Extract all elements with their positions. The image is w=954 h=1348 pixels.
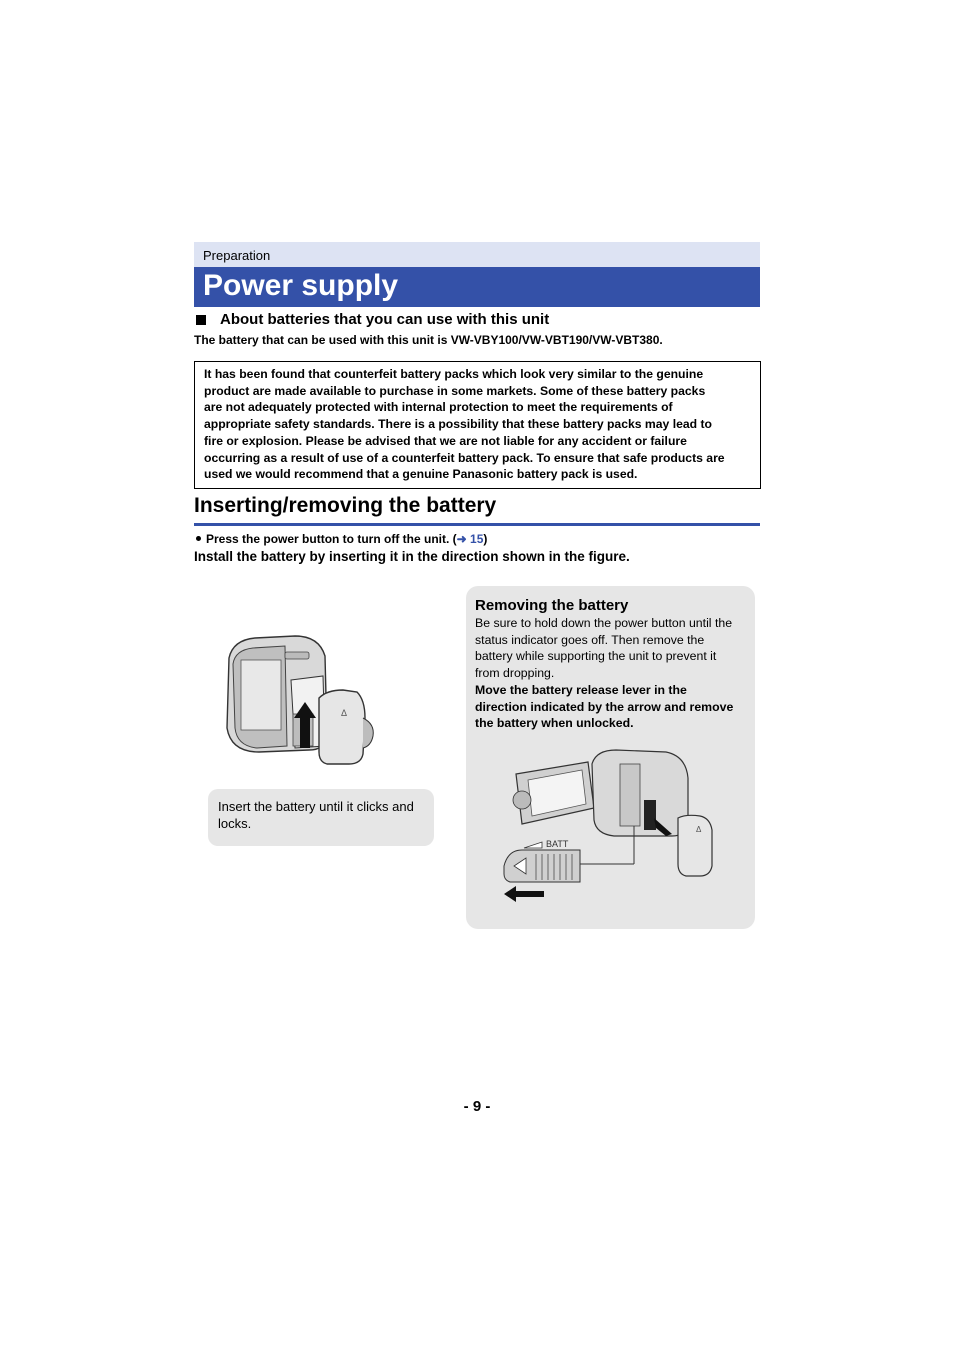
warning-line: product are made available to purchase in some markets. Some of these battery packs (204, 383, 706, 398)
removing-body-line: status indicator goes off. Then remove the (475, 632, 705, 647)
square-bullet-icon (196, 315, 206, 325)
removing-body-line: from dropping. (475, 666, 555, 681)
bullet-dot-icon (196, 536, 201, 541)
insert-caption (208, 789, 434, 846)
warning-line: used we would recommend that a genuine Panasonic battery pack is used. (204, 467, 638, 482)
insert-caption-line: Insert the battery until it clicks and (218, 799, 414, 814)
removing-body-line: battery while supporting the unit to prevent it (475, 649, 717, 664)
section-label: Preparation (194, 242, 760, 267)
warning-line: are not adequately protected with internal protection to meet the requirements of (204, 400, 673, 415)
heading-underline (194, 523, 760, 526)
removing-battery-bold (475, 682, 746, 732)
warning-line: appropriate safety standards. There is a possibility that these battery packs may lead to (204, 417, 712, 432)
insert-caption-line: locks. (218, 816, 252, 831)
warning-line: occurring as a result of use of a counterfeit battery pack. To ensure that safe products are (204, 450, 725, 465)
install-instruction: Install the battery by inserting it in the direction shown in the figure. (194, 549, 630, 564)
removing-bold-line: Move the battery release lever in the (475, 682, 687, 697)
left-arrow-icon (504, 886, 544, 902)
svg-text:Δ: Δ (341, 708, 348, 718)
power-off-note (194, 531, 487, 547)
svg-text:Δ: Δ (696, 825, 702, 834)
page-title: Power supply (194, 267, 760, 307)
page-number: - 9 - (463, 1098, 491, 1115)
warning-line: It has been found that counterfeit battery packs which look very similar to the genuine (204, 367, 704, 381)
about-batteries-heading-text: About batteries that you can use with this unit (220, 311, 550, 328)
removing-bold-line: the battery when unlocked. (475, 716, 634, 731)
removing-bold-line: direction indicated by the arrow and remove (475, 699, 734, 714)
about-batteries-heading (194, 310, 549, 330)
removing-battery-body (475, 615, 746, 682)
batt-label: BATT (546, 839, 569, 849)
counterfeit-warning-box (194, 361, 761, 489)
compatible-battery-text: The battery that can be used with this unit is VW-VBY100/VW-VBT190/VW-VBT380. (194, 333, 663, 347)
remove-battery-illustration (496, 744, 726, 904)
removing-body-line: Be sure to hold down the power button until the (475, 616, 733, 630)
warning-line: fire or explosion. Please be advised that we are not liable for any accident or failure (204, 433, 687, 448)
insert-battery-illustration (215, 628, 385, 773)
page-15-link[interactable]: ➜ 15 (456, 532, 484, 546)
power-off-note-close: ) (483, 532, 488, 546)
power-off-note-text: Press the power button to turn off the unit. ( (206, 532, 457, 546)
inserting-removing-heading: Inserting/removing the battery (194, 494, 497, 517)
removing-battery-title: Removing the battery (475, 597, 629, 614)
